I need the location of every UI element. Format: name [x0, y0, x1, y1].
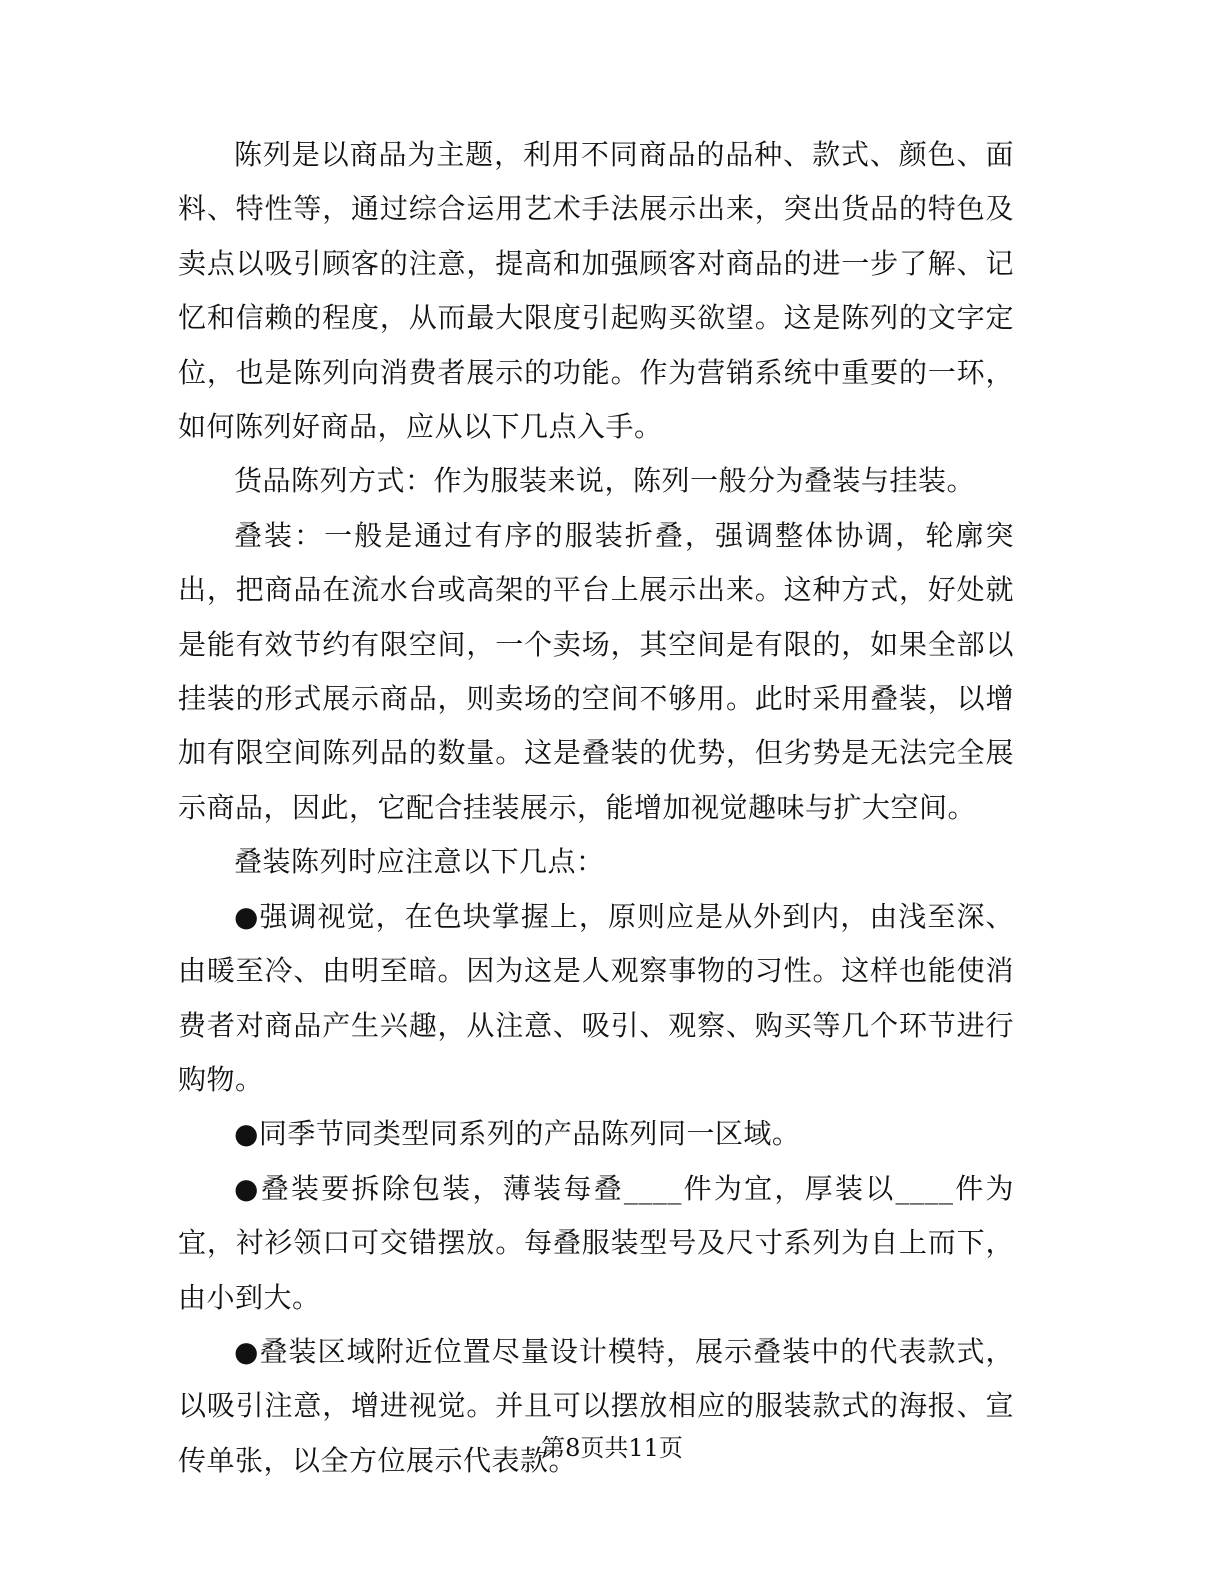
bullet-mannequin: ●叠装区域附近位置尽量设计模特，展示叠装中的代表款式，以吸引注意，增进视觉。并且可以摆放相应的服装款式的海报、宣传单张，以全方位展示代表款。 — [178, 1334, 1014, 1477]
page-number-footer: 第8页共11页 — [541, 1434, 683, 1462]
bullet-remove-packaging: ●叠装要拆除包装，薄装每叠____件为宜，厚装以____件为宜，衬衫领口可交错摆放。每叠服装型号及尺寸系列为自上而下，由小到大。 — [178, 1171, 1014, 1314]
document-body — [178, 128, 1014, 1488]
bullet-same-season: ●同季节同类型同系列的产品陈列同一区域。 — [234, 1117, 801, 1151]
paragraph-folded-display: 叠装：一般是通过有序的服装折叠，强调整体协调，轮廓突出，把商品在流水台或高架的平台上展示出来。这种方式，好处就是能有效节约有限空间，一个卖场，其空间是有限的，如果全部以挂装的形式展示商品，则卖场的空间不够用。此时采用叠装，以增加有限空间陈列品的数量。这是叠装的优势，但劣势是无法完全展示商品，因此，它配合挂装展示，能增加视觉趣味与扩大空间。 — [178, 518, 1014, 824]
paragraph-intro: 陈列是以商品为主题，利用不同商品的品种、款式、颜色、面料、特性等，通过综合运用艺术手法展示出来，突出货品的特色及卖点以吸引顾客的注意，提高和加强顾客对商品的进一步了解、记忆和信赖的程度，从而最大限度引起购买欲望。这是陈列的文字定位，也是陈列向消费者展示的功能。作为营销系统中重要的一环，如何陈列好商品，应从以下几点入手。 — [178, 138, 1014, 444]
paragraph-display-methods: 货品陈列方式：作为服装来说，陈列一般分为叠装与挂装。 — [234, 464, 976, 498]
paragraph-folded-notes-heading: 叠装陈列时应注意以下几点： — [234, 845, 605, 879]
bullet-visual-emphasis: ●强调视觉，在色块掌握上，原则应是从外到内，由浅至深、由暖至冷、由明至暗。因为这是人观察事物的习性。这样也能使消费者对商品产生兴趣，从注意、吸引、观察、购买等几个环节进行购物。 — [178, 899, 1014, 1096]
